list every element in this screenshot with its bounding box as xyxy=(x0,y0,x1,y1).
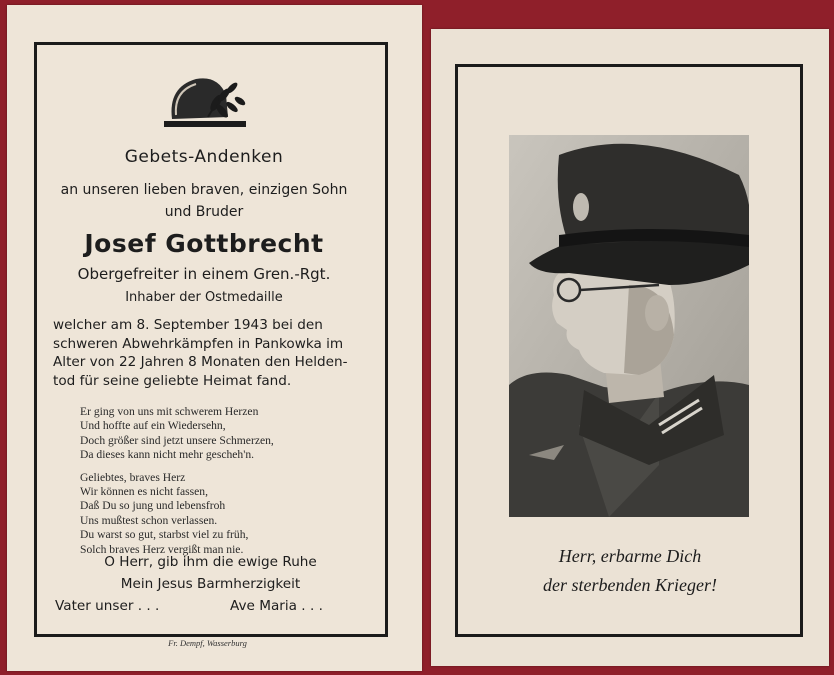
poem-line: Uns mußtest schon verlassen. xyxy=(80,513,218,527)
steel-helmet-laurel-icon xyxy=(158,69,254,135)
poem-line: Solch braves Herz vergißt man nie. xyxy=(80,542,244,556)
vater-unser: Vater unser . . . xyxy=(55,598,160,614)
poem-line: Daß Du so jung und lebensfroh xyxy=(80,499,226,513)
ave-maria: Ave Maria . . . xyxy=(230,598,323,614)
card-title: Gebets-Andenken xyxy=(124,147,284,167)
paragraph-line: welcher am 8. September 1943 bei den xyxy=(53,317,323,333)
memorial-poem xyxy=(80,405,360,557)
paragraph-line: tod für seine geliebte Heimat fand. xyxy=(53,372,292,389)
dedication-line-2: und Bruder xyxy=(164,204,244,220)
prayer-line-1: O Herr, gib ihm die ewige Ruhe xyxy=(104,554,317,570)
printer-credit: Fr. Dempf, Wasserburg xyxy=(168,638,247,648)
poem-line: Du warst so gut, starbst viel zu früh, xyxy=(80,528,249,542)
poem-line: Geliebtes, braves Herz xyxy=(80,470,186,484)
poem-line: Wir können es nicht fassen, xyxy=(80,485,208,499)
paragraph-line: Alter von 22 Jahren 8 Monaten den Helden- xyxy=(53,354,348,370)
caption-line-2: der sterbenden Krieger! xyxy=(543,575,717,595)
poem-line: Da dieses kann nicht mehr gescheh'n. xyxy=(80,448,255,462)
poem-line: Doch größer sind jetzt unsere Schmerzen, xyxy=(80,433,274,447)
medal-line: Inhaber der Ostmedaille xyxy=(125,290,283,305)
deceased-name: Josef Gottbrecht xyxy=(84,229,324,258)
military-rank: Obergefreiter in einem Gren.-Rgt. xyxy=(77,265,331,283)
caption-line-1: Herr, erbarme Dich xyxy=(558,546,702,566)
prayer-line-2: Mein Jesus Barmherzigkeit xyxy=(120,576,301,592)
soldier-portrait-photo xyxy=(509,135,749,517)
poem-line: Er ging von uns mit schwerem Herzen xyxy=(80,405,259,418)
poem-line: Und hoffte auf ein Wiedersehn, xyxy=(80,419,226,433)
death-paragraph xyxy=(53,316,365,390)
paragraph-line: schweren Abwehrkämpfen in Pankowka im xyxy=(53,335,344,352)
dedication-line-1: an unseren lieben braven, einzigen Sohn xyxy=(60,182,348,198)
